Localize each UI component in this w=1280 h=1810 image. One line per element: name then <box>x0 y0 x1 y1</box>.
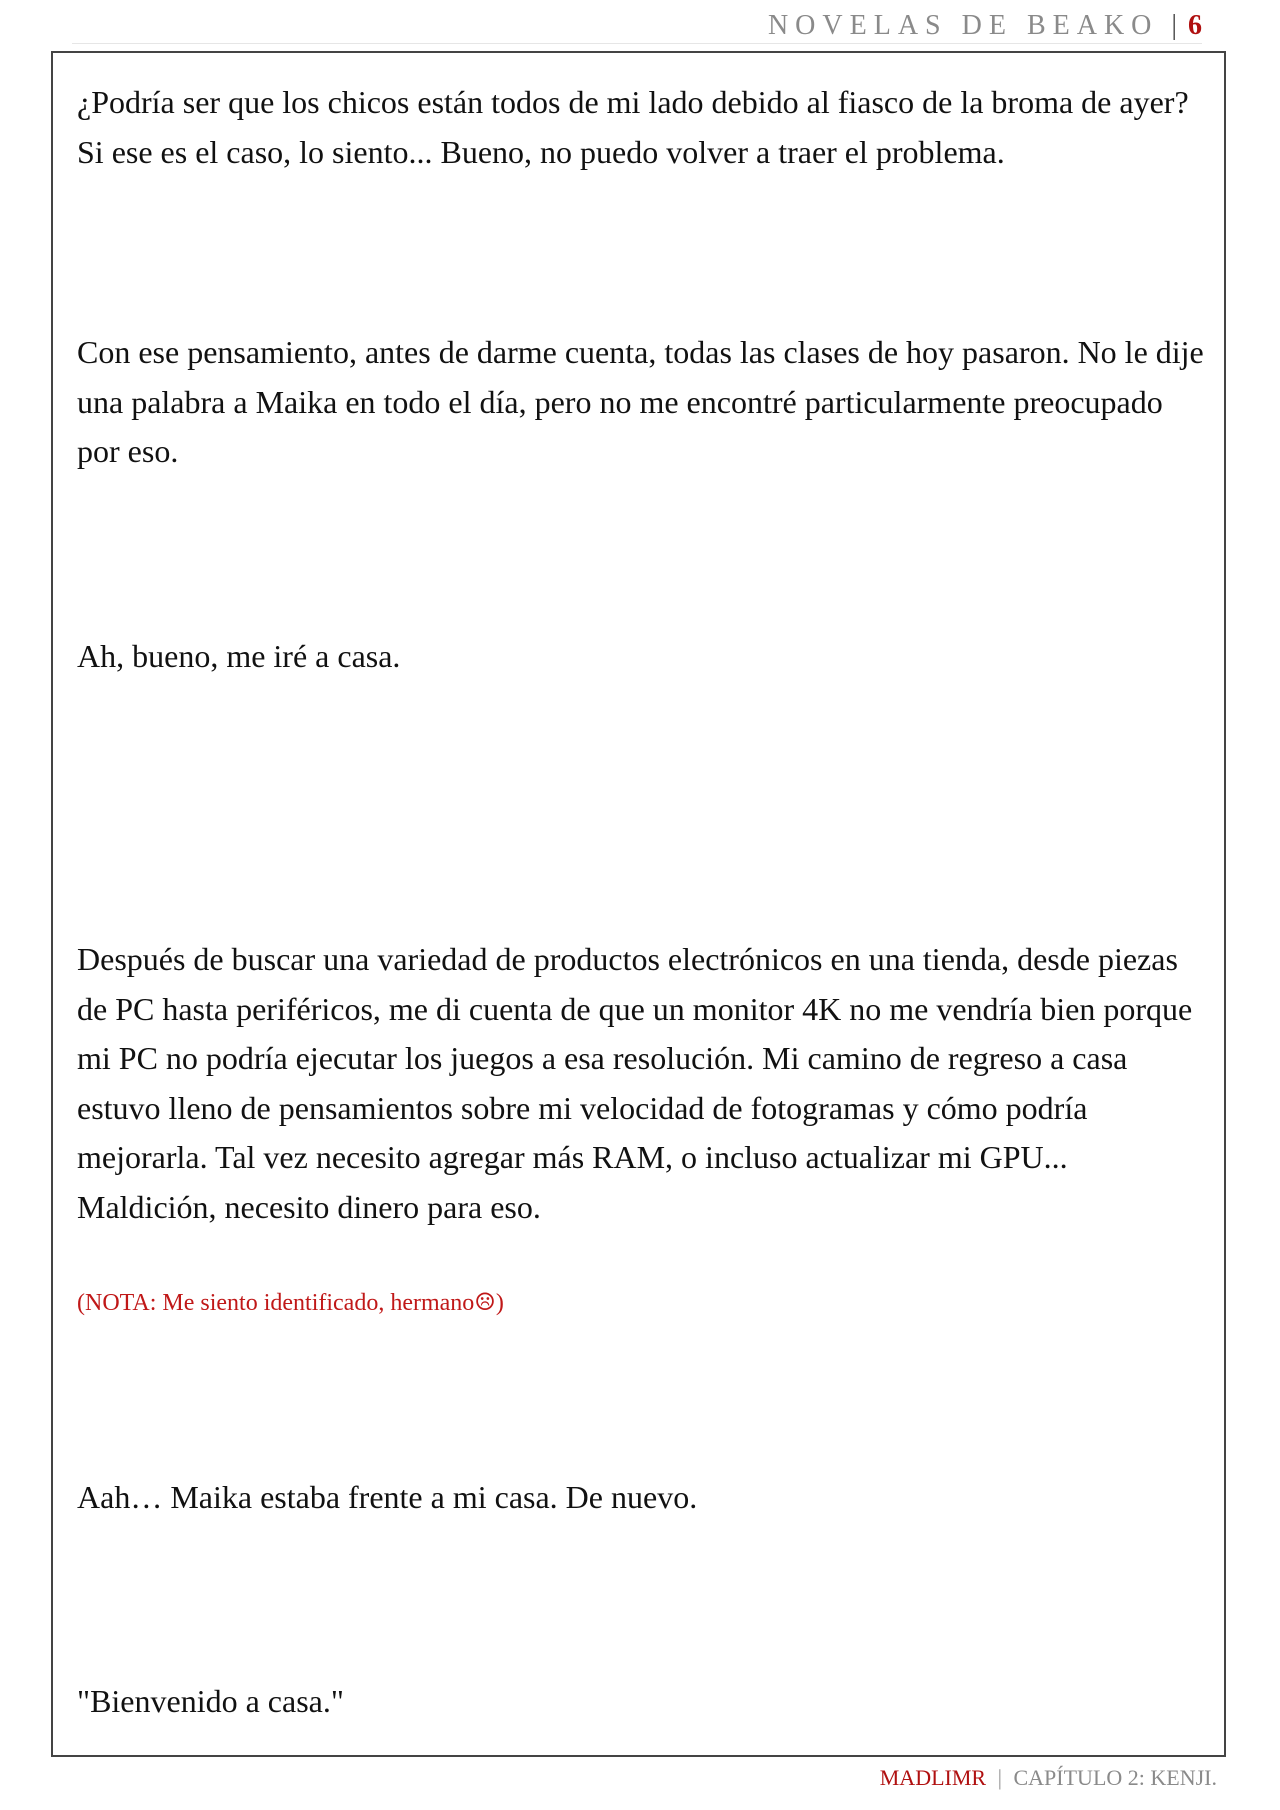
book-title: NOVELAS DE BEAKO <box>767 10 1159 41</box>
paragraph-4: Después de buscar una variedad de productos electrónicos en una tienda, desde piezas de PC hasta periféricos, me di cuenta de que un monitor 4K no me vendría bien porque mi PC no podría ejecutar los juegos a esa resolución. Mi camino de regreso a casa estuvo lleno de pensamientos sobre mi velocidad de fotogramas y cómo podría mejorarla. Tal vez necesito agregar más RAM, o incluso actualizar mi GPU... Maldición, necesito dinero para eso. <box>77 941 1193 1225</box>
header-divider <box>72 43 1202 44</box>
paragraph-6: "Bienvenido a casa." <box>77 1683 344 1719</box>
page-header <box>768 6 1202 46</box>
paragraph-2: Con ese pensamiento, antes de darme cuenta, todas las clases de hoy pasaron. No le dije una palabra a Maika en todo el día, pero no me encontré particularmente preocupado por eso. <box>77 334 1204 469</box>
page-footer <box>880 1763 1217 1793</box>
footer-chapter: CAPÍTULO 2: KENJI. <box>1013 1765 1217 1790</box>
translator-note: (NOTA: Me siento identificado, hermano☹) <box>77 1290 504 1316</box>
paragraph-5: Aah… Maika estaba frente a mi casa. De nuevo. <box>77 1479 698 1515</box>
paragraph-1: ¿Podría ser que los chicos están todos de mi lado debido al fiasco de la broma de ayer? Si ese es el caso, lo siento... Bueno, no puedo volver a traer el problema. <box>77 84 1189 170</box>
footer-author: MADLIMR <box>879 1765 987 1790</box>
page-number: 6 <box>1188 10 1202 41</box>
paragraph-3: Ah, bueno, me iré a casa. <box>77 638 401 674</box>
header-separator: | <box>1171 10 1177 41</box>
footer-separator: | <box>997 1765 1002 1790</box>
